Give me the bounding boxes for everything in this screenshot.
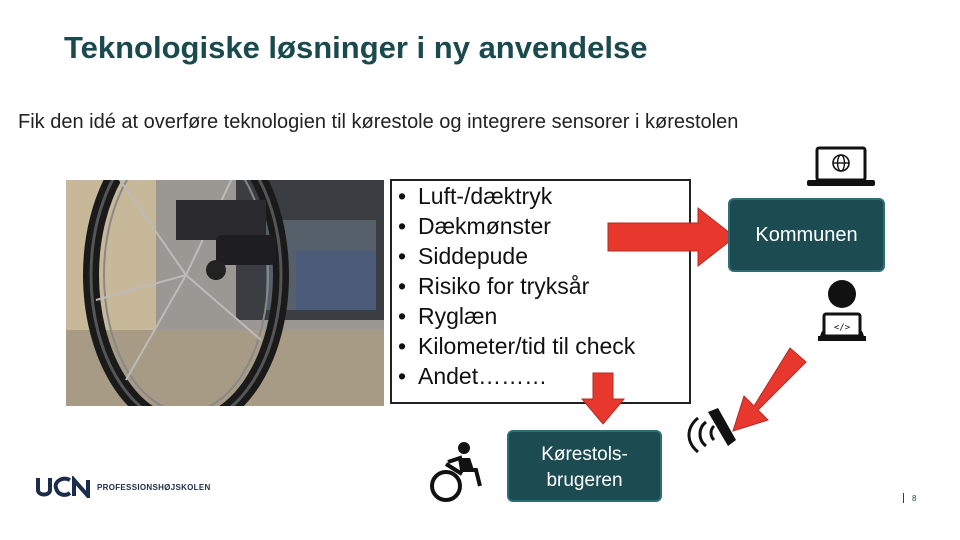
- ucn-logo: [36, 476, 92, 498]
- bruger-label-line2: brugeren: [546, 470, 623, 491]
- bruger-label-line1: Kørestols-: [541, 444, 628, 465]
- bruger-box: [507, 430, 662, 502]
- list-item: • Dækmønster: [398, 211, 635, 241]
- page-number: 8: [912, 494, 917, 503]
- list-item: • Luft-/dæktryk: [398, 181, 635, 211]
- person-laptop-icon: [814, 278, 870, 342]
- phone-signal-icon: [686, 406, 742, 462]
- list-item: • Risiko for tryksår: [398, 271, 635, 301]
- slide-title: Teknologiske løsninger i ny anvendelse: [64, 30, 648, 65]
- list-item: • Siddepude: [398, 241, 635, 271]
- list-item: • Ryglæn: [398, 301, 635, 331]
- list-item: • Andet………: [398, 361, 635, 391]
- page-separator: [903, 493, 904, 503]
- svg-text:</>: </>: [833, 323, 851, 333]
- arrow-diagonal-icon: [733, 348, 806, 431]
- wheelchair-icon: [426, 440, 486, 504]
- laptop-globe-icon: [805, 146, 877, 190]
- kommune-box: Kommunen: [728, 198, 885, 272]
- logo-text: PROFESSIONSHØJSKOLEN: [97, 483, 211, 492]
- slide-subtitle: Fik den idé at overføre teknologien til kørestole og integrere sensorer i kørestolen: [18, 111, 739, 133]
- list-item: • Kilometer/tid til check: [398, 331, 635, 361]
- arrow-right-icon: [608, 208, 735, 266]
- arrow-down-icon: [582, 373, 624, 424]
